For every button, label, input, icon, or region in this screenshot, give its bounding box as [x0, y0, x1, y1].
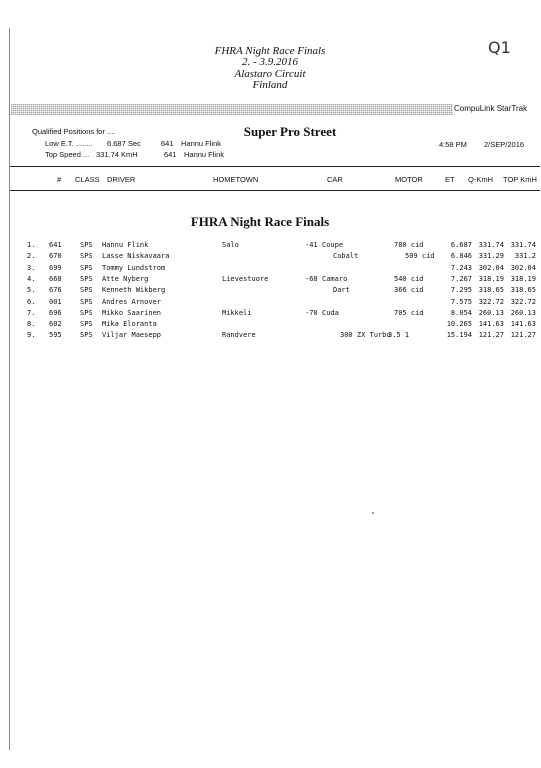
low-et-car: 641 [161, 139, 174, 148]
top-speed-driver: Hannu Flink [184, 150, 225, 159]
event-country: Finland [252, 79, 288, 91]
handwritten-note: Q1 [488, 38, 511, 57]
row-class: SPS [80, 308, 93, 317]
report-time: 4:58 PM [439, 140, 467, 149]
row-num: 595 [49, 331, 62, 340]
row-hometown: Salo [222, 241, 239, 249]
row-car-no: -68 [305, 274, 318, 283]
col-car: CAR [327, 175, 343, 184]
row-pos: 2. [27, 252, 36, 261]
row-motor: 3.5 1 [388, 331, 410, 340]
speck [372, 512, 374, 514]
row-car: Cobalt [333, 252, 359, 261]
event-circuit: Alastaro Circuit [234, 68, 306, 80]
table-row [0, 241, 541, 251]
row-et: 7.295 [450, 286, 472, 295]
row-driver: Hannu Flink [102, 241, 149, 249]
row-class: SPS [80, 252, 93, 261]
table-row [0, 275, 541, 285]
row-q: 331.29 [478, 252, 504, 261]
top-speed-car: 641 [164, 150, 177, 159]
row-top: 260.13 [510, 308, 536, 317]
row-q: 322.72 [478, 297, 504, 306]
row-class: SPS [80, 297, 93, 306]
table-row [0, 286, 541, 296]
row-et: 8.054 [450, 308, 472, 317]
row-driver: Tommy Lundstrom [102, 263, 166, 272]
row-et: 15.194 [446, 331, 472, 340]
row-top: 121.27 [510, 331, 536, 340]
col-qkmh: Q-KmH [468, 175, 493, 184]
row-num: 676 [49, 286, 62, 295]
event-dates: 2. - 3.9.2016 [242, 56, 298, 68]
row-motor: 509 cid [405, 252, 435, 261]
row-class: SPS [80, 286, 93, 295]
row-num: 668 [49, 274, 62, 283]
row-top: 318.65 [510, 286, 536, 295]
row-motor: 366 cid [394, 286, 424, 295]
row-class: SPS [80, 274, 93, 283]
table-row [0, 331, 541, 341]
row-num: 602 [49, 320, 62, 329]
row-driver: Viljar Maesepp [102, 331, 162, 340]
row-q: 318.65 [478, 286, 504, 295]
row-pos: 8. [27, 320, 36, 329]
row-class: SPS [80, 263, 93, 272]
report-date: 2/SEP/2016 [484, 140, 525, 149]
row-q: 260.13 [478, 308, 504, 317]
col-num: # [57, 175, 62, 184]
row-et: 7.243 [450, 263, 472, 272]
row-hometown: Mikkeli [222, 308, 252, 317]
row-pos: 3. [27, 263, 36, 272]
row-pos: 7. [27, 308, 36, 317]
header-rule-top [10, 166, 540, 167]
table-row [0, 309, 541, 319]
col-topkmh: TOP KmH [503, 175, 537, 184]
row-pos: 9. [27, 331, 36, 340]
row-num: 001 [49, 297, 62, 306]
row-q: 141.63 [478, 320, 504, 329]
row-car-no: -41 [305, 241, 318, 249]
col-hometown: HOMETOWN [213, 175, 259, 184]
row-class: SPS [80, 241, 93, 249]
row-car: Cuda [322, 308, 339, 317]
row-motor: 780 cid [394, 241, 424, 249]
page-left-border [9, 28, 10, 750]
row-car: Dart [333, 286, 350, 295]
row-driver: Andres Arnover [102, 297, 162, 306]
brand-label: CompuLink StarTrak [454, 104, 528, 113]
row-car-no: -70 [305, 308, 318, 317]
row-num: 696 [49, 308, 62, 317]
dotted-banner [11, 104, 453, 115]
table-row [0, 320, 541, 330]
row-car: Camaro [322, 274, 348, 283]
row-q: 302.04 [478, 263, 504, 272]
section-title: FHRA Night Race Finals [190, 214, 330, 229]
col-driver: DRIVER [107, 175, 136, 184]
class-title: Super Pro Street [243, 124, 337, 139]
row-car: 300 ZX Turbo [340, 331, 391, 340]
low-et-driver: Hannu Flink [181, 139, 222, 148]
event-title: FHRA Night Race Finals [214, 45, 326, 57]
row-top: 318.19 [510, 274, 536, 283]
row-driver: Lasse Niskavaara [102, 252, 170, 261]
row-et: 6.846 [450, 252, 472, 261]
row-top: 331.2 [514, 252, 536, 261]
row-driver: Mikko Saarinen [102, 308, 162, 317]
row-num: 670 [49, 252, 62, 261]
top-speed-value: 331.74 KmH [96, 150, 138, 159]
row-top: 322.72 [510, 297, 536, 306]
row-et: 10.265 [446, 320, 472, 329]
row-driver: Atte Nyberg [102, 274, 149, 283]
row-et: 7.267 [450, 274, 472, 283]
row-q: 121.27 [478, 331, 504, 340]
row-pos: 4. [27, 274, 36, 283]
row-et: 7.575 [450, 297, 472, 306]
row-top: 141.63 [510, 320, 536, 329]
row-num: 699 [49, 263, 62, 272]
row-motor: 705 cid [394, 308, 424, 317]
row-pos: 5. [27, 286, 36, 295]
table-row [0, 298, 541, 308]
row-driver: Mika Eloranta [102, 320, 157, 329]
row-car: Coupe [322, 241, 344, 249]
row-q: 318.19 [478, 274, 504, 283]
row-et: 6.687 [450, 241, 472, 249]
header-rule-bottom [10, 190, 540, 191]
col-motor: MOTOR [395, 175, 423, 184]
row-pos: 6. [27, 297, 36, 306]
row-hometown: Randvere [222, 331, 256, 340]
table-row [0, 264, 541, 274]
low-et-value: 6.687 Sec [107, 139, 141, 148]
row-motor: 540 cid [394, 274, 424, 283]
row-hometown: Lievestuore [222, 274, 269, 283]
row-q: 331.74 [478, 241, 504, 249]
row-num: 641 [49, 241, 62, 249]
col-class: CLASS [75, 175, 100, 184]
table-row [0, 252, 541, 262]
row-class: SPS [80, 320, 93, 329]
row-top: 331.74 [510, 241, 536, 249]
col-et: ET [445, 175, 455, 184]
row-top: 302.04 [510, 263, 536, 272]
row-pos: 1. [27, 241, 36, 249]
low-et-label: Low E.T. ........ [45, 139, 93, 148]
row-class: SPS [80, 331, 93, 340]
qualified-label: Qualified Positions for .... [32, 127, 116, 136]
top-speed-label: Top Speed ... [45, 150, 90, 159]
row-driver: Kenneth Wikberg [102, 286, 166, 295]
